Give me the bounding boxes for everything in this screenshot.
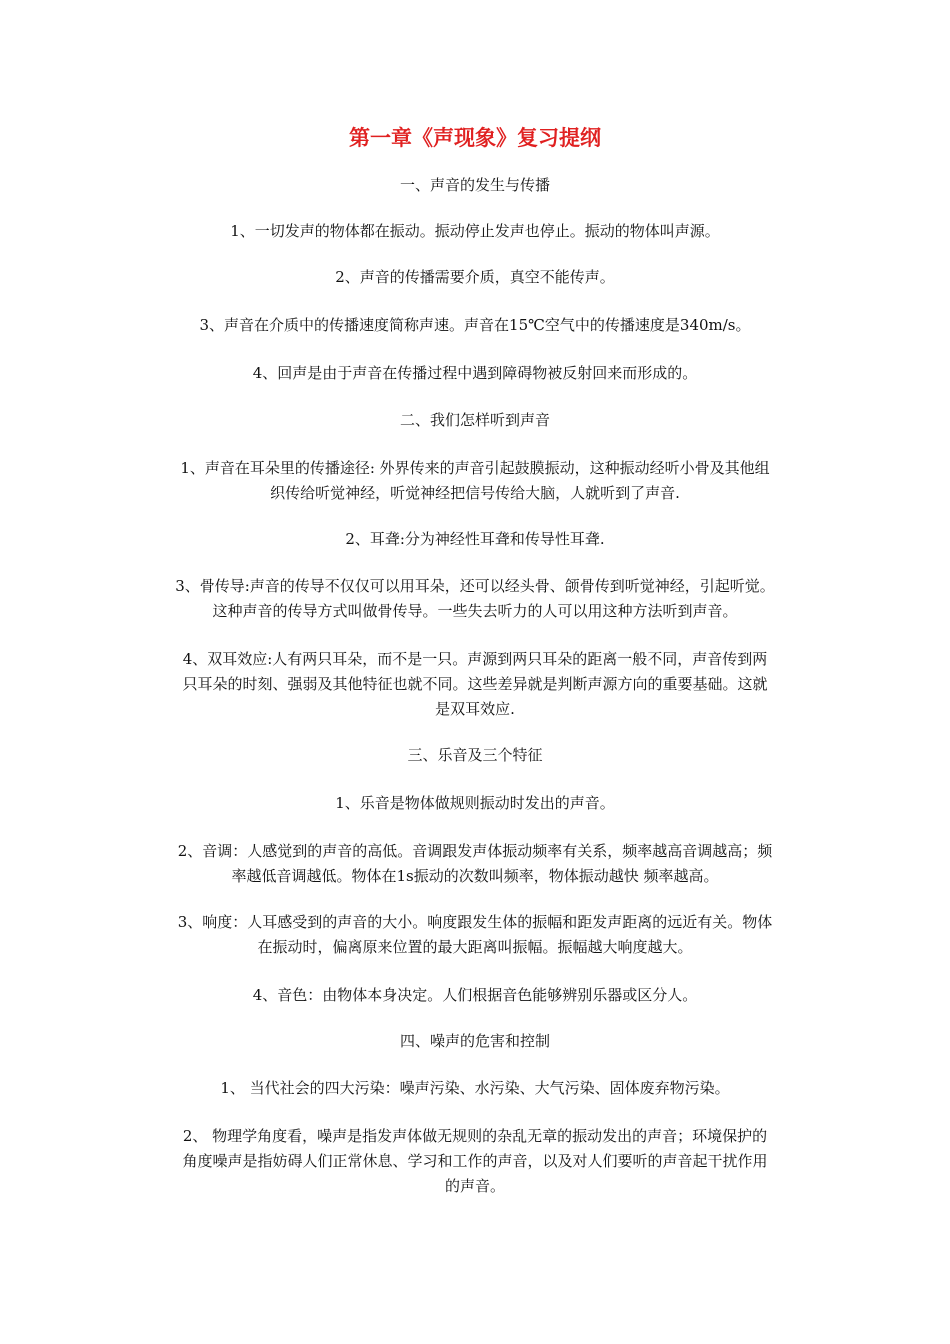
paragraph: 3、响度：人耳感受到的声音的大小。响度跟发生体的振幅和距发声距离的远近有关。物体 在振动时，偏离原来位置的最大距离叫振幅。振幅越大响度越大。	[177, 913, 773, 956]
paragraph: 4、双耳效应:人有两只耳朵，而不是一只。声源到两只耳朵的距离一般不同，声音传到两 只耳朵的时刻、强弱及其他特征也就不同。这些差异就是判断声源方向的重要基础。这就 是双耳效应.	[182, 650, 768, 718]
document-title: 第一章《声现象》复习提纲	[349, 126, 601, 150]
paragraph: 3、声音在介质中的传播速度简称声速。声音在15℃空气中的传播速度是340m/s。	[199, 316, 751, 334]
paragraph: 4、回声是由于声音在传播过程中遇到障碍物被反射回来而形成的。	[252, 364, 698, 382]
paragraph: 2、声音的传播需要介质，真空不能传声。	[335, 268, 615, 286]
paragraph: 1、声音在耳朵里的传播途径: 外界传来的声音引起鼓膜振动，这种振动经听小骨及其他组 织传给听觉神经，听觉神经把信号传给大脑，人就听到了声音.	[180, 459, 770, 502]
paragraph: 2、 物理学角度看，噪声是指发声体做无规则的杂乱无章的振动发出的声音；环境保护的 角度噪声是指妨碍人们正常休息、学习和工作的声音，以及对人们要听的声音起干扰作用 的声音。	[182, 1127, 768, 1195]
section-heading: 四、噪声的危害和控制	[399, 1032, 550, 1050]
paragraph: 1、乐音是物体做规则振动时发出的声音。	[335, 794, 615, 812]
paragraph: 4、音色：由物体本身决定。人们根据音色能够辨别乐器或区分人。	[252, 986, 698, 1004]
section-heading: 二、我们怎样听到声音	[399, 411, 550, 429]
paragraph: 1、一切发声的物体都在振动。振动停止发声也停止。振动的物体叫声源。	[230, 222, 720, 240]
paragraph: 2、音调：人感觉到的声音的高低。音调跟发声体振动频率有关系，频率越高音调越高；频 率越低音调越低。物体在1s振动的次数叫频率，物体振动越快 频率越高。	[177, 842, 773, 885]
paragraph: 2、耳聋:分为神经性耳聋和传导性耳聋.	[345, 530, 605, 548]
paragraph: 3、骨传导:声音的传导不仅仅可以用耳朵，还可以经头骨、颌骨传到听觉神经，引起听觉。 这种声音的传导方式叫做骨传导。一些失去听力的人可以用这种方法听到声音。	[175, 577, 775, 620]
paragraph: 1、 当代社会的四大污染：噪声污染、水污染、大气污染、固体废弃物污染。	[220, 1079, 730, 1097]
section-heading: 三、乐音及三个特征	[407, 746, 543, 764]
section-heading: 一、声音的发生与传播	[399, 176, 550, 194]
